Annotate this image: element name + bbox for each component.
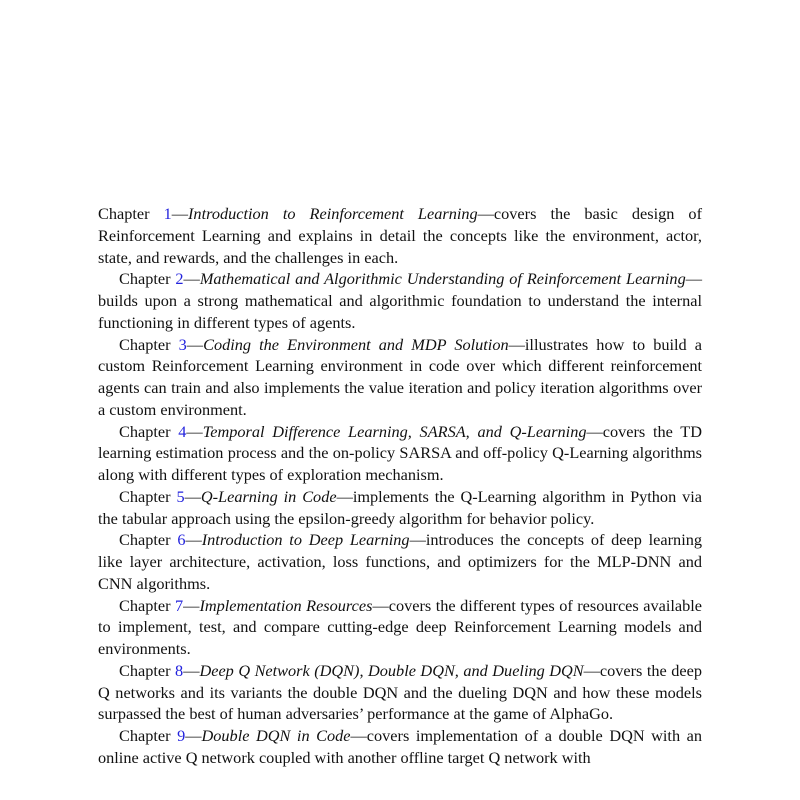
chapter-8-prefix: Chapter [119, 660, 176, 680]
chapter-9-description: —covers implementation of a double DQN with an online active Q network coupled with another offline target Q network with [98, 726, 703, 767]
chapter-2-dash: — [183, 269, 200, 289]
chapter-4-description: —covers the TD learning estimation process and the on-policy SARSA and off-policy Q-Learning algorithms along with different types of exploration mechanism. [98, 421, 702, 484]
chapter-6-description: —introduces the concepts of deep learning like layer architecture, activation, loss functions, and optimizers for the MLP-DNN and CNN algorithms. [98, 530, 702, 593]
chapter-3-paragraph [98, 334, 702, 421]
chapter-8-description: —covers the deep Q networks and its variants the double DQN and the dueling DQN and how these models surpassed the best of human adversaries’ performance at the game of AlphaGo. [98, 660, 703, 724]
chapter-3-link[interactable]: 3 [178, 334, 187, 354]
chapter-9-paragraph [98, 725, 702, 769]
chapter-7-paragraph [98, 595, 702, 660]
chapter-8-link[interactable]: 8 [175, 660, 184, 680]
chapter-1-dash: — [171, 204, 189, 223]
chapter-5-description: —implements the Q-Learning algorithm in Python via the tabular approach using the epsilon-greedy algorithm for behavior policy. [98, 486, 702, 528]
chapter-9-prefix: Chapter [119, 726, 178, 745]
chapter-2-prefix: Chapter [119, 269, 176, 289]
chapter-4-dash: — [186, 421, 203, 441]
chapter-8-title: Deep Q Network (DQN), Double DQN, and Dueling DQN [199, 660, 584, 680]
chapter-3-prefix: Chapter [119, 334, 179, 354]
chapter-8-dash: — [183, 660, 200, 680]
chapter-4-prefix: Chapter [119, 421, 179, 441]
chapter-1-prefix: Chapter [98, 204, 164, 223]
chapter-7-link[interactable]: 7 [175, 595, 184, 615]
chapter-1-title: Introduction to Reinforcement Learning [188, 204, 478, 223]
chapter-2-title: Mathematical and Algorithmic Understanding of Reinforcement Learning [199, 269, 686, 289]
chapter-1-paragraph [98, 203, 702, 268]
chapter-3-title: Coding the Environment and MDP Solution [203, 334, 509, 354]
chapter-1-description: —covers the basic design of Reinforcement Learning and explains in detail the concepts like the environment, actor, state, and rewards, and the challenges in each. [98, 204, 702, 267]
chapter-3-description: —illustrates how to build a custom Reinforcement Learning environment in code over which different reinforcement agents can train and also implements the value iteration and policy iteration algorithms over a custom environment. [98, 334, 703, 419]
chapter-5-paragraph [98, 486, 702, 530]
chapter-4-link[interactable]: 4 [178, 421, 187, 441]
chapter-9-dash: — [185, 726, 202, 745]
chapter-5-prefix: Chapter [119, 486, 177, 506]
chapter-2-description: —builds upon a strong mathematical and algorithmic foundation to understand the internal functioning in different types of agents. [98, 269, 702, 332]
chapter-3-dash: — [186, 334, 204, 354]
chapter-6-prefix: Chapter [119, 530, 178, 550]
chapter-1-link[interactable]: 1 [163, 204, 172, 223]
chapter-5-title: Q-Learning in Code [200, 486, 337, 506]
chapter-4-title: Temporal Difference Learning, SARSA, and Q-Learning [202, 421, 587, 441]
chapter-summary-text [98, 203, 702, 769]
chapter-5-link[interactable]: 5 [176, 486, 185, 506]
chapter-8-paragraph [98, 660, 702, 725]
chapter-7-description: —covers the different types of resources available to implement, test, and compare cutting-edge deep Reinforcement Learning models and environments. [98, 595, 702, 658]
chapter-9-link[interactable]: 9 [177, 726, 186, 745]
chapter-6-title: Introduction to Deep Learning [201, 530, 410, 550]
chapter-2-paragraph [98, 268, 702, 333]
chapter-6-dash: — [185, 530, 202, 550]
chapter-4-paragraph [98, 421, 702, 486]
chapter-7-dash: — [183, 595, 200, 615]
chapter-7-prefix: Chapter [119, 595, 176, 615]
chapter-7-title: Implementation Resources [199, 595, 373, 615]
chapter-9-title: Double DQN in Code [201, 726, 351, 745]
chapter-2-link[interactable]: 2 [175, 269, 184, 289]
chapter-5-dash: — [184, 486, 201, 506]
chapter-6-paragraph [98, 529, 702, 594]
chapter-6-link[interactable]: 6 [177, 530, 186, 550]
